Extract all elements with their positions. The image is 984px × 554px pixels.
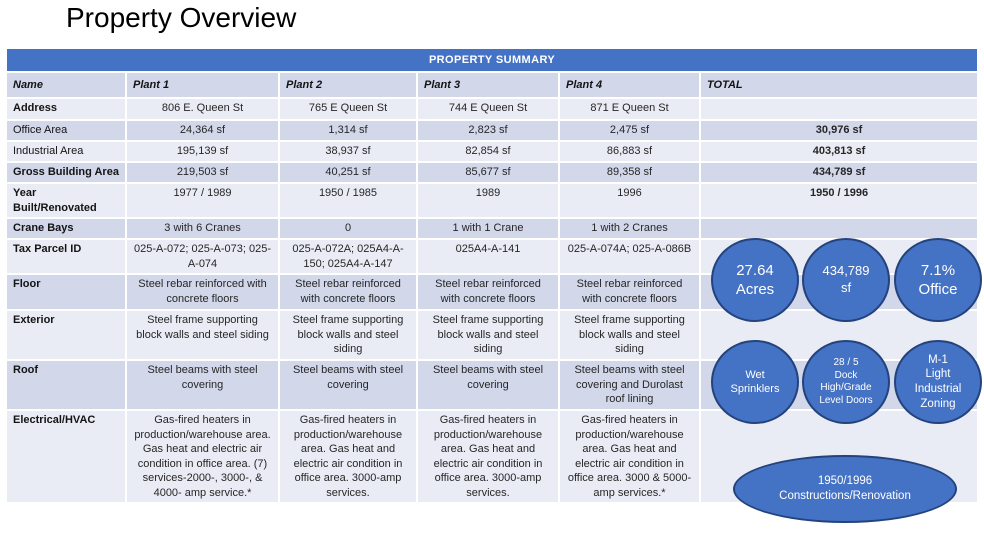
table-header-row [6,72,978,98]
value-cell: 871 E Queen St [559,98,700,120]
total-cell: 434,789 sf [700,162,978,183]
table-title-row [6,48,978,72]
row-label: Office Area [6,120,126,141]
zoning-badge [894,340,982,424]
row-label: Year Built/Renovated [6,183,126,218]
value-cell: Steel rebar reinforced with concrete floors [417,274,559,310]
badge-line: 1950/1996 [817,475,873,488]
value-cell: 1,314 sf [279,120,417,141]
table-row [6,218,978,239]
table-row [6,120,978,141]
value-cell: 025-A-074A; 025-A-086B [559,239,700,274]
value-cell: 744 E Queen St [417,98,559,120]
row-label: Floor [6,274,126,310]
value-cell: Steel frame supporting block walls and steel siding [559,310,700,360]
value-cell: 025-A-072A; 025A4-A-150; 025A4-A-147 [279,239,417,274]
value-cell: 195,139 sf [126,141,279,162]
value-cell: 2,823 sf [417,120,559,141]
column-header-total: TOTAL [700,72,978,98]
badge-line: Level Doors [819,394,873,406]
acres-badge [711,238,799,322]
badge-line: Industrial [914,383,962,395]
value-cell: 025-A-072; 025-A-073; 025-A-074 [126,239,279,274]
value-cell: Gas-fired heaters in production/warehouse area. Gas heat and electric air condition in office area. 3000-amp services. [279,410,417,503]
value-cell: Steel rebar reinforced with concrete floors [559,274,700,310]
value-cell: Steel beams with steel covering [279,360,417,410]
value-cell: Gas-fired heaters in production/warehouse area. Gas heat and electric air condition in office area. 3000-amp services. [417,410,559,503]
value-cell: Steel frame supporting block walls and steel siding [279,310,417,360]
page-title: Property Overview [66,2,297,33]
value-cell: 1989 [417,183,559,218]
value-cell: 85,677 sf [417,162,559,183]
row-label: Industrial Area [6,141,126,162]
value-cell: 219,503 sf [126,162,279,183]
column-header-plant-3: Plant 3 [417,72,559,98]
value-cell: 1 with 1 Crane [417,218,559,239]
value-cell: 765 E Queen St [279,98,417,120]
value-cell: 40,251 sf [279,162,417,183]
badge-line: Office [918,281,958,298]
badge-line: Constructions/Renovation [779,490,911,502]
value-cell: 2,475 sf [559,120,700,141]
value-cell: Gas-fired heaters in production/warehouse area. Gas heat and electric air condition in office area. (7) services-2000-, 3000-, & 4000- amp service.* [126,410,279,503]
total-cell [700,98,978,120]
construction-badge [733,455,957,523]
badge-line: High/Grade [820,382,872,393]
row-label: Roof [6,360,126,410]
badge-line: Wet [745,368,765,381]
row-label: Address [6,98,126,120]
value-cell: 1950 / 1985 [279,183,417,218]
badge-line: M-1 [928,353,948,366]
value-cell: 38,937 sf [279,141,417,162]
total-cell: 30,976 sf [700,120,978,141]
badge-line: Light [925,368,951,381]
table-row [6,162,978,183]
value-cell: Gas-fired heaters in production/warehouse area. Gas heat and electric air condition in office area. 3000 & 5000-amp services.* [559,410,700,503]
value-cell: 82,854 sf [417,141,559,162]
sf-badge [802,238,890,322]
badge-line: sf [840,280,852,295]
value-cell: 3 with 6 Cranes [126,218,279,239]
value-cell: 86,883 sf [559,141,700,162]
value-cell: 1996 [559,183,700,218]
badge-line: Sprinklers [730,383,780,395]
badge-line: Zoning [920,397,956,410]
badge-line: Acres [735,281,775,298]
value-cell: 025A4-A-141 [417,239,559,274]
value-cell: 89,358 sf [559,162,700,183]
value-cell: Steel beams with steel covering and Durolast roof lining [559,360,700,410]
row-label: Crane Bays [6,218,126,239]
row-label: Gross Building Area [6,162,126,183]
table-row [6,183,978,218]
total-cell: 1950 / 1996 [700,183,978,218]
table-title: PROPERTY SUMMARY [6,48,978,72]
total-cell [700,218,978,239]
badge-line: 434,789 [822,263,870,279]
column-header-name: Name [6,72,126,98]
badge-line: 28 / 5 [833,357,859,368]
badge-line: 27.64 [736,261,774,279]
column-header-plant-2: Plant 2 [279,72,417,98]
value-cell: 24,364 sf [126,120,279,141]
total-cell: 403,813 sf [700,141,978,162]
badge-line: 7.1% [920,261,956,279]
table-row [6,141,978,162]
column-header-plant-4: Plant 4 [559,72,700,98]
value-cell: Steel frame supporting block walls and steel siding [417,310,559,360]
column-header-plant-1: Plant 1 [126,72,279,98]
table-row [6,98,978,120]
office-badge [894,238,982,322]
value-cell: Steel rebar reinforced with concrete floors [126,274,279,310]
value-cell: 806 E. Queen St [126,98,279,120]
value-cell: Steel beams with steel covering [126,360,279,410]
row-label: Tax Parcel ID [6,239,126,274]
row-label: Exterior [6,310,126,360]
doors-badge [802,340,890,424]
sprinklers-badge [711,340,799,424]
value-cell: Steel beams with steel covering [417,360,559,410]
value-cell: Steel frame supporting block walls and steel siding [126,310,279,360]
value-cell: Steel rebar reinforced with concrete floors [279,274,417,310]
value-cell: 1 with 2 Cranes [559,218,700,239]
badge-line: Dock [834,369,858,381]
value-cell: 0 [279,218,417,239]
value-cell: 1977 / 1989 [126,183,279,218]
row-label: Electrical/HVAC [6,410,126,503]
